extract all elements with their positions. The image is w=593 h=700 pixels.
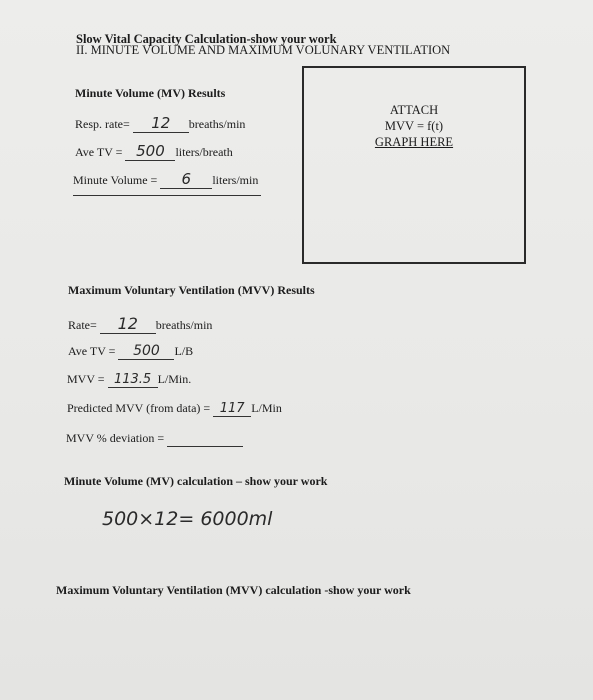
mvv-unit: L/Min. <box>157 372 192 386</box>
mvv-deviation-row <box>66 431 243 447</box>
mv-calc-work: 500×12= 6000ml <box>102 508 273 530</box>
mvv-deviation-label: MVV % deviation = <box>66 431 165 445</box>
mvv-label: MVV = <box>67 372 105 386</box>
mvv-field[interactable] <box>108 372 158 388</box>
mvv-deviation-field[interactable] <box>167 431 243 447</box>
resp-rate-label: Resp. rate= <box>75 117 130 131</box>
mvv-row <box>67 372 191 388</box>
resp-rate-row <box>75 114 245 133</box>
graph-box-line-2: MVV = f(t) <box>384 119 444 133</box>
predicted-mvv-label: Predicted MVV (from data) = <box>67 401 211 415</box>
mv-calc-heading: Minute Volume (MV) calculation – show your work <box>64 474 328 488</box>
resp-rate-value: 12 <box>151 114 171 132</box>
resp-rate-field[interactable] <box>133 114 189 133</box>
section-title: II. MINUTE VOLUME AND MAXIMUM VOLUNARY VENTILATION <box>76 43 451 57</box>
mvv-value: 113.5 <box>113 372 152 387</box>
mvv-ave-tv-row <box>68 343 193 360</box>
mvv-ave-tv-value: 500 <box>133 343 160 359</box>
mv-ave-tv-label: Ave TV = <box>75 145 123 159</box>
mvv-rate-label: Rate= <box>68 318 97 332</box>
mv-ave-tv-row <box>75 142 233 161</box>
minute-volume-row <box>73 170 258 189</box>
mvv-ave-tv-field[interactable] <box>118 343 174 360</box>
graph-box-line-1: ATTACH <box>389 103 439 117</box>
mvv-results-heading: Maximum Voluntary Ventilation (MVV) Results <box>68 283 315 297</box>
graph-box-line-3: GRAPH HERE <box>374 135 454 149</box>
mvv-rate-row <box>68 314 212 334</box>
mvv-rate-field[interactable] <box>100 314 156 334</box>
mv-ave-tv-value: 500 <box>136 142 165 160</box>
worksheet-title: Slow Vital Capacity Calculation-show your work <box>76 32 337 46</box>
mv-ave-tv-field[interactable] <box>125 142 175 161</box>
predicted-mvv-field[interactable] <box>213 401 251 417</box>
mvv-rate-value: 12 <box>117 314 138 333</box>
resp-rate-unit: breaths/min <box>188 117 246 131</box>
minute-volume-field[interactable] <box>160 170 212 189</box>
mvv-ave-tv-label: Ave TV = <box>68 344 116 358</box>
mvv-rate-unit: breaths/min <box>155 318 213 332</box>
predicted-mvv-value: 117 <box>219 401 245 416</box>
mvv-ave-tv-unit: L/B <box>174 344 194 358</box>
predicted-mvv-row <box>67 401 282 417</box>
minute-volume-unit: liters/min <box>212 173 259 187</box>
minute-volume-label: Minute Volume = <box>73 173 158 187</box>
minute-volume-value: 6 <box>181 170 192 188</box>
mv-results-heading: Minute Volume (MV) Results <box>75 86 226 100</box>
predicted-mvv-unit: L/Min <box>251 401 282 415</box>
graph-attach-box <box>302 66 526 264</box>
mv-ave-tv-unit: liters/breath <box>175 145 233 159</box>
mvv-calc-heading: Maximum Voluntary Ventilation (MVV) calculation -show your work <box>56 583 411 597</box>
mv-divider-line <box>73 195 261 196</box>
